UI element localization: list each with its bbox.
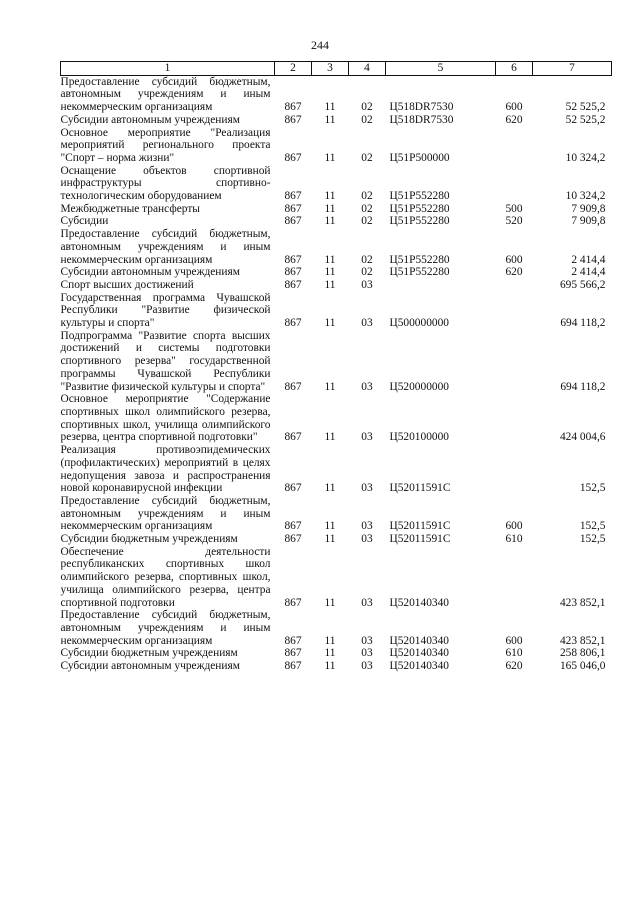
row-name: Основное мероприятие "Содержание спортивных школ олимпийского резерва, спортивных школ, училища олимпийского резерва, центра спортивной подготовки" bbox=[60, 393, 271, 444]
row-section-code: 11 bbox=[324, 634, 336, 647]
row-target-article: Ц51Р552280 bbox=[389, 190, 450, 203]
row-ministry-code: 867 bbox=[284, 660, 302, 673]
row-subsection-code: 03 bbox=[361, 278, 373, 291]
row-section-code: 11 bbox=[324, 202, 336, 215]
row-expense-type bbox=[496, 127, 533, 165]
row-ministry-code: 867 bbox=[284, 101, 302, 114]
row-section-code: 11 bbox=[324, 533, 336, 546]
row-amount: 424 004,6 bbox=[559, 431, 606, 444]
row-name: Государственная программа Чувашской Республики "Развитие физической культуры и спорта" bbox=[60, 291, 271, 330]
row-ministry-code: 867 bbox=[284, 190, 302, 203]
row-expense-type bbox=[496, 393, 533, 444]
row-expense-type bbox=[496, 292, 533, 330]
row-subsection-code: 03 bbox=[361, 660, 373, 673]
row-section-code: 11 bbox=[324, 317, 336, 330]
row-ministry-code: 867 bbox=[284, 113, 302, 126]
row-name: Субсидии бюджетным учреждениям bbox=[60, 533, 238, 546]
row-target-article: Ц52011591С bbox=[389, 482, 451, 495]
row-subsection-code: 02 bbox=[361, 151, 373, 164]
column-header-1: 1 bbox=[61, 62, 275, 76]
table-row bbox=[61, 75, 612, 114]
row-target-article: Ц520000000 bbox=[389, 380, 449, 393]
row-amount: 152,5 bbox=[579, 482, 606, 495]
row-ministry-code: 867 bbox=[284, 215, 302, 228]
column-header-2: 2 bbox=[275, 62, 312, 76]
row-expense-type: 520 bbox=[505, 215, 523, 228]
table-row bbox=[61, 292, 612, 330]
row-subsection-code: 03 bbox=[361, 533, 373, 546]
row-target-article: Ц520100000 bbox=[389, 431, 449, 444]
column-header-3: 3 bbox=[312, 62, 349, 76]
row-subsection-code: 03 bbox=[361, 647, 373, 660]
row-amount: 695 566,2 bbox=[559, 278, 606, 291]
row-amount: 10 324,2 bbox=[565, 190, 606, 203]
row-expense-type bbox=[496, 444, 533, 495]
row-ministry-code: 867 bbox=[284, 317, 302, 330]
row-expense-type: 600 bbox=[505, 520, 523, 533]
row-amount: 694 118,2 bbox=[560, 317, 606, 330]
row-name: Предоставление субсидий бюджетным, автономным учреждениям и иным некоммерческим организациям bbox=[60, 75, 271, 114]
row-section-code: 11 bbox=[324, 278, 336, 291]
row-ministry-code: 867 bbox=[284, 431, 302, 444]
row-target-article bbox=[386, 279, 496, 292]
row-ministry-code: 867 bbox=[284, 253, 302, 266]
row-subsection-code: 03 bbox=[361, 431, 373, 444]
row-target-article: Ц518DR7530 bbox=[389, 113, 454, 126]
row-subsection-code: 03 bbox=[361, 520, 373, 533]
row-amount: 52 525,2 bbox=[565, 101, 606, 114]
table-header bbox=[61, 62, 612, 76]
row-name: Предоставление субсидий бюджетным, автономным учреждениям и иным некоммерческим организациям bbox=[60, 228, 271, 266]
row-ministry-code: 867 bbox=[284, 647, 302, 660]
row-section-code: 11 bbox=[324, 215, 336, 228]
column-header-5: 5 bbox=[386, 62, 496, 76]
table-body bbox=[61, 75, 612, 673]
row-amount: 7 909,8 bbox=[571, 202, 606, 215]
table-row bbox=[61, 393, 612, 444]
table-row bbox=[61, 203, 612, 216]
row-target-article: Ц520140340 bbox=[389, 596, 449, 609]
row-subsection-code: 02 bbox=[361, 101, 373, 114]
row-amount: 7 909,8 bbox=[571, 215, 606, 228]
table-row bbox=[61, 609, 612, 647]
row-target-article: Ц51Р552280 bbox=[389, 202, 450, 215]
row-subsection-code: 03 bbox=[361, 317, 373, 330]
row-subsection-code: 02 bbox=[361, 190, 373, 203]
row-ministry-code: 867 bbox=[284, 533, 302, 546]
row-amount: 52 525,2 bbox=[565, 113, 606, 126]
row-amount: 10 324,2 bbox=[565, 151, 606, 164]
row-section-code: 11 bbox=[324, 660, 336, 673]
column-header-4: 4 bbox=[349, 62, 386, 76]
row-amount: 152,5 bbox=[579, 533, 606, 546]
column-header-6: 6 bbox=[496, 62, 533, 76]
row-subsection-code: 02 bbox=[361, 202, 373, 215]
row-subsection-code: 03 bbox=[361, 634, 373, 647]
row-target-article: Ц52011591С bbox=[389, 533, 451, 546]
row-expense-type bbox=[496, 330, 533, 394]
row-name: Подпрограмма "Развитие спорта высших достижений и системы подготовки спортивного резерва" государственной программы Чувашской Республики "Развитие физической культуры и спорта" bbox=[60, 329, 271, 393]
row-expense-type: 610 bbox=[505, 647, 523, 660]
table-row bbox=[61, 114, 612, 127]
row-expense-type: 600 bbox=[505, 101, 523, 114]
row-section-code: 11 bbox=[324, 101, 336, 114]
row-subsection-code: 02 bbox=[361, 266, 373, 279]
table-row bbox=[61, 127, 612, 165]
row-target-article: Ц52011591С bbox=[389, 520, 451, 533]
row-subsection-code: 02 bbox=[361, 253, 373, 266]
table-row bbox=[61, 330, 612, 394]
row-section-code: 11 bbox=[324, 431, 336, 444]
row-target-article: Ц518DR7530 bbox=[389, 101, 454, 114]
row-expense-type: 620 bbox=[505, 113, 523, 126]
header-row bbox=[61, 62, 612, 76]
row-subsection-code: 03 bbox=[361, 596, 373, 609]
row-ministry-code: 867 bbox=[284, 482, 302, 495]
row-name: Предоставление субсидий бюджетным, автономным учреждениям и иным некоммерческим организациям bbox=[60, 609, 271, 647]
row-expense-type bbox=[496, 165, 533, 203]
column-header-7: 7 bbox=[533, 62, 612, 76]
table-row bbox=[61, 533, 612, 546]
row-target-article: Ц51Р552280 bbox=[389, 253, 450, 266]
table-row bbox=[61, 165, 612, 203]
row-target-article: Ц500000000 bbox=[389, 317, 449, 330]
row-name: Межбюджетные трансферты bbox=[60, 202, 200, 215]
row-ministry-code: 867 bbox=[284, 202, 302, 215]
table-row bbox=[61, 279, 612, 292]
row-section-code: 11 bbox=[324, 253, 336, 266]
table-row bbox=[61, 266, 612, 279]
row-target-article: Ц520140340 bbox=[389, 634, 449, 647]
row-amount: 694 118,2 bbox=[560, 380, 606, 393]
row-subsection-code: 03 bbox=[361, 482, 373, 495]
row-expense-type bbox=[496, 279, 533, 292]
row-ministry-code: 867 bbox=[284, 634, 302, 647]
row-name: Оснащение объектов спортивной инфраструктуры спортивно-технологическим оборудованием bbox=[60, 164, 271, 203]
row-expense-type: 500 bbox=[505, 202, 523, 215]
row-section-code: 11 bbox=[324, 596, 336, 609]
budget-table bbox=[60, 61, 612, 673]
row-target-article: Ц51Р552280 bbox=[389, 266, 450, 279]
row-target-article: Ц520140340 bbox=[389, 647, 449, 660]
row-amount: 165 046,0 bbox=[559, 660, 606, 673]
row-section-code: 11 bbox=[324, 520, 336, 533]
row-ministry-code: 867 bbox=[284, 380, 302, 393]
row-expense-type: 620 bbox=[505, 660, 523, 673]
row-amount: 2 414,4 bbox=[571, 266, 606, 279]
row-name: Реализация противоэпидемических (профилактических) мероприятий в целях недопущения завоза и распространения новой коронавирусной инфекции bbox=[60, 444, 271, 495]
row-ministry-code: 867 bbox=[284, 151, 302, 164]
row-name: Спорт высших достижений bbox=[60, 278, 194, 291]
table-row bbox=[61, 660, 612, 673]
row-name: Субсидии автономным учреждениям bbox=[60, 660, 240, 673]
row-section-code: 11 bbox=[324, 647, 336, 660]
row-name: Субсидии автономным учреждениям bbox=[60, 113, 240, 126]
row-subsection-code: 03 bbox=[361, 380, 373, 393]
row-amount: 152,5 bbox=[579, 520, 606, 533]
row-amount: 2 414,4 bbox=[571, 253, 606, 266]
row-section-code: 11 bbox=[324, 380, 336, 393]
row-expense-type: 620 bbox=[505, 266, 523, 279]
row-expense-type: 610 bbox=[505, 533, 523, 546]
row-section-code: 11 bbox=[324, 482, 336, 495]
table-row bbox=[61, 444, 612, 495]
row-amount: 258 806,1 bbox=[559, 647, 606, 660]
row-section-code: 11 bbox=[324, 266, 336, 279]
row-name: Основное мероприятие "Реализация мероприятий регионального проекта "Спорт – норма жизни" bbox=[60, 126, 271, 164]
row-section-code: 11 bbox=[324, 151, 336, 164]
row-name: Субсидии бюджетным учреждениям bbox=[60, 647, 238, 660]
row-section-code: 11 bbox=[324, 113, 336, 126]
row-subsection-code: 02 bbox=[361, 113, 373, 126]
row-name: Предоставление субсидий бюджетным, автономным учреждениям и иным некоммерческим организациям bbox=[60, 494, 271, 533]
table-row bbox=[61, 215, 612, 228]
row-name: Субсидии bbox=[60, 215, 109, 228]
row-amount: 423 852,1 bbox=[559, 596, 606, 609]
row-ministry-code: 867 bbox=[284, 266, 302, 279]
row-name: Субсидии автономным учреждениям bbox=[60, 266, 240, 279]
table-row bbox=[61, 495, 612, 533]
row-ministry-code: 867 bbox=[284, 520, 302, 533]
row-expense-type: 600 bbox=[505, 634, 523, 647]
row-expense-type: 600 bbox=[505, 253, 523, 266]
row-expense-type bbox=[496, 546, 533, 610]
row-target-article: Ц51Р552280 bbox=[389, 215, 450, 228]
row-ministry-code: 867 bbox=[284, 278, 302, 291]
table-row bbox=[61, 228, 612, 266]
row-target-article: Ц51Р500000 bbox=[389, 151, 450, 164]
table-row bbox=[61, 647, 612, 660]
row-subsection-code: 02 bbox=[361, 215, 373, 228]
row-target-article: Ц520140340 bbox=[389, 660, 449, 673]
row-amount: 423 852,1 bbox=[559, 634, 606, 647]
page-number: 244 bbox=[311, 38, 329, 52]
table-row bbox=[61, 546, 612, 610]
row-ministry-code: 867 bbox=[284, 596, 302, 609]
row-section-code: 11 bbox=[324, 190, 336, 203]
row-name: Обеспечение деятельности республиканских спортивных школ олимпийского резерва, спортивных школ, училища олимпийского резерва, центра спортивной подготовки bbox=[60, 545, 271, 609]
